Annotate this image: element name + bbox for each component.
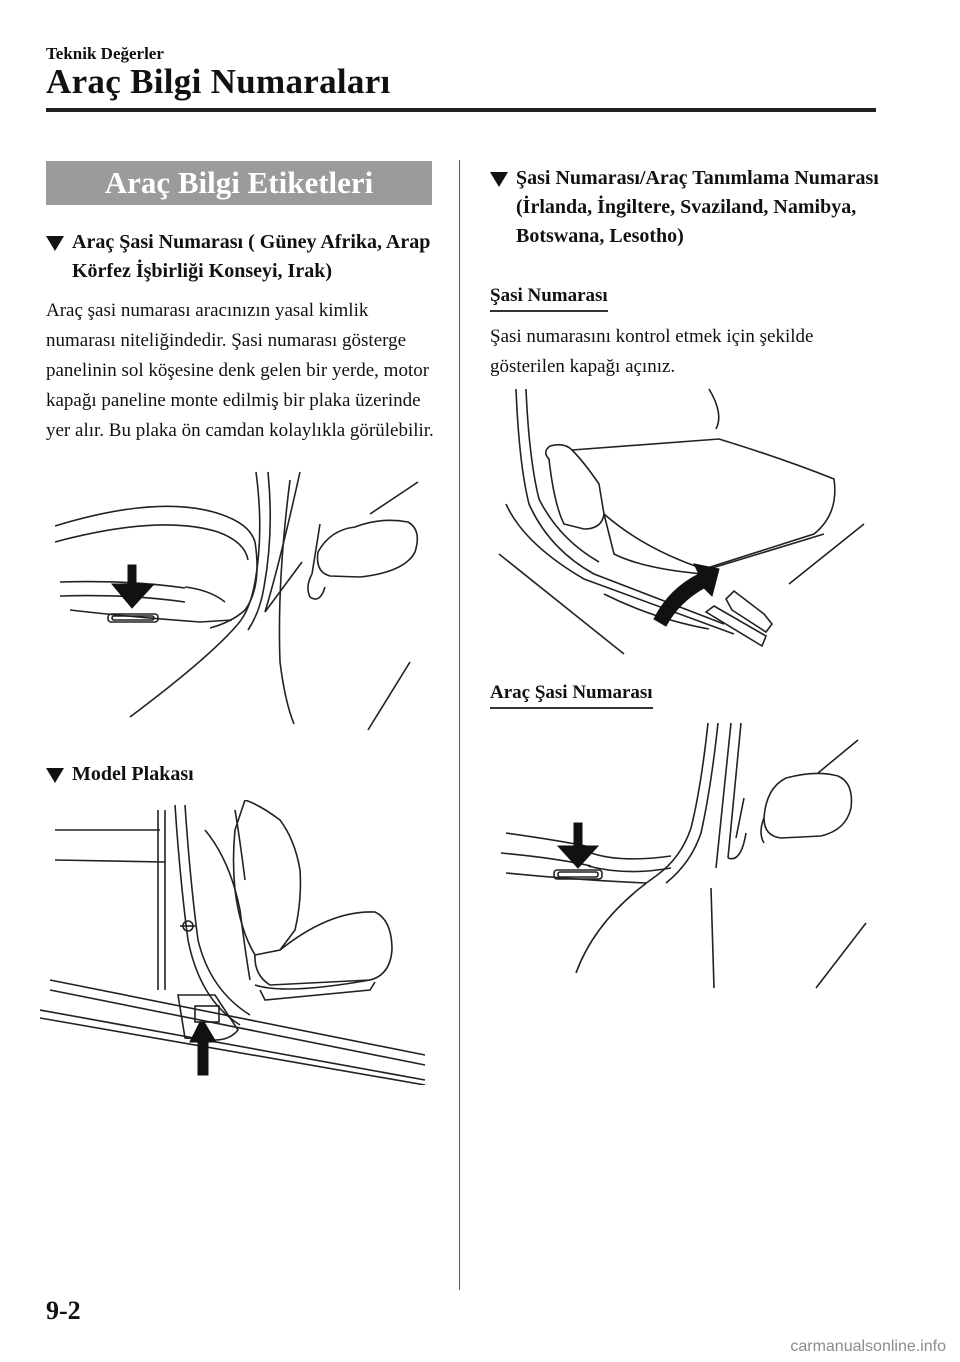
page-title: Araç Bilgi Numaraları [46,62,391,101]
heading-text: Araç Şasi Numarası ( Güney Afrika, Arap Körfez İşbirliği Konseyi, Irak) [72,231,431,282]
column-divider [459,160,460,1290]
heading-vin-regions [490,164,890,251]
heading-model-plate [46,760,446,789]
windshield-vin-figure [50,462,440,732]
open-cover-paragraph: Şasi numarasını kontrol etmek için şekilde gösterilen kapağı açınız. [490,326,814,377]
model-plate-figure [40,800,430,1085]
title-rule [46,108,876,112]
heading-text: Model Plakası [72,763,194,785]
triangle-bullet-icon [46,768,64,783]
floor-cover-figure [494,384,874,664]
watermark: carmanualsonline.info [790,1338,946,1355]
heading-text: Şasi Numarası/Araç Tanımlama Numarası (İrlanda, İngiltere, Svaziland, Namibya, Botswana, Lesotho) [516,167,879,247]
windshield-vin-figure-right [496,718,876,998]
chapter-label: Teknik Değerler [46,44,164,63]
page-number: 9-2 [46,1296,81,1325]
triangle-bullet-icon [46,236,64,251]
heading-chassis-number [46,228,446,286]
subheading-chassis-number: Şasi Numarası [490,285,608,312]
subheading-vehicle-chassis-number: Araç Şasi Numarası [490,682,653,709]
chassis-number-paragraph: Araç şasi numarası aracınızın yasal kimlik numarası niteliğindedir. Şasi numarası gösterge panelinin sol köşesine denk gelen bir yerde, motor kapağı paneline monte edilmiş bir plaka üzerinde yer alır. Bu plaka ön camdan kolaylıkla görülebilir. [46,300,434,441]
triangle-bullet-icon [490,172,508,187]
section-banner: Araç Bilgi Etiketleri [46,161,432,205]
